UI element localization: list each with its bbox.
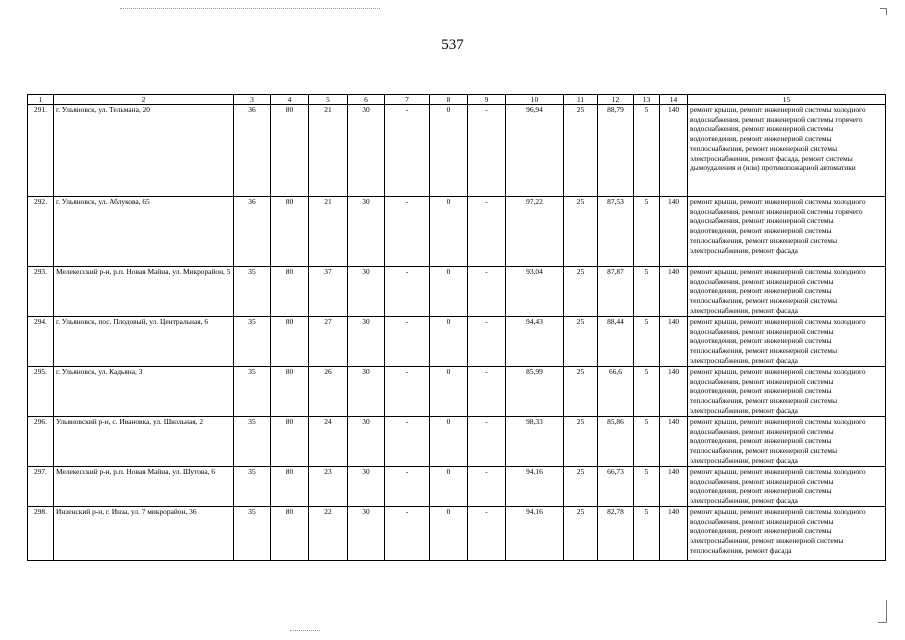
cell-col-7: -: [385, 267, 430, 317]
cell-col-13: 5: [634, 507, 660, 561]
table-row: [28, 417, 886, 467]
cell-col-9: -: [468, 367, 506, 417]
cell-col-7: -: [385, 507, 430, 561]
table-row: [28, 467, 886, 507]
header-cell: 11: [564, 95, 598, 105]
cell-col-12: 87,53: [598, 197, 634, 267]
cell-col-13: 5: [634, 197, 660, 267]
cell-col-5: 37: [309, 267, 348, 317]
address-cell: Инзенский р-н, г. Инза, ул. 7 микрорайон, 36: [54, 507, 234, 561]
cell-col-3: 35: [234, 507, 271, 561]
cell-col-4: 80: [271, 197, 309, 267]
header-cell: 4: [271, 95, 309, 105]
cell-col-3: 35: [234, 367, 271, 417]
cell-col-13: 5: [634, 317, 660, 367]
cell-col-3: 35: [234, 417, 271, 467]
works-list-cell: ремонт крыши, ремонт инженерной системы холодного водоснабжения, ремонт инженерной системы водоотведения, ремонт инженерной системы теплоснабжения, ремонт инженерной системы электроснабжения, ремонт фасада: [688, 267, 886, 317]
cell-col-13: 5: [634, 105, 660, 197]
works-list-cell: ремонт крыши, ремонт инженерной системы холодного водоснабжения, ремонт инженерной системы водоотведения, ремонт инженерной системы теплоснабжения, ремонт инженерной системы электроснабжения, ремонт фасада: [688, 317, 886, 367]
header-cell: 8: [430, 95, 468, 105]
cell-col-6: 30: [348, 317, 385, 367]
cell-col-5: 27: [309, 317, 348, 367]
cell-col-13: 5: [634, 367, 660, 417]
cell-col-7: -: [385, 197, 430, 267]
address-cell: Мелекесский р-н, р.п. Новая Майна, ул. Шутова, 6: [54, 467, 234, 507]
cell-col-6: 30: [348, 367, 385, 417]
page-number: 537: [441, 37, 464, 53]
cell-col-10: 94,16: [506, 467, 564, 507]
header-cell: 7: [385, 95, 430, 105]
cell-col-5: 26: [309, 367, 348, 417]
header-cell: 2: [54, 95, 234, 105]
cell-col-9: -: [468, 417, 506, 467]
cell-col-6: 30: [348, 197, 385, 267]
header-cell: 5: [309, 95, 348, 105]
table-row: [28, 105, 886, 197]
cell-col-8: 0: [430, 197, 468, 267]
header-cell: 13: [634, 95, 660, 105]
cell-col-10: 98,33: [506, 417, 564, 467]
cell-col-10: 85,99: [506, 367, 564, 417]
cell-col-6: 30: [348, 105, 385, 197]
works-list-cell: ремонт крыши, ремонт инженерной системы холодного водоснабжения, ремонт инженерной системы водоотведения, ремонт инженерной системы теплоснабжения, ремонт инженерной системы электроснабжения, ремонт фасада: [688, 417, 886, 467]
cell-col-9: -: [468, 267, 506, 317]
cell-col-13: 5: [634, 417, 660, 467]
address-cell: Ульяновский р-н, с. Ивановка, ул. Школьная, 2: [54, 417, 234, 467]
cell-col-14: 140: [660, 197, 688, 267]
scan-corner-mark-bottom-right: [878, 600, 887, 623]
cell-col-14: 140: [660, 367, 688, 417]
cell-col-10: 97,22: [506, 197, 564, 267]
cell-col-5: 21: [309, 105, 348, 197]
cell-col-12: 87,87: [598, 267, 634, 317]
header-row: [28, 95, 886, 105]
address-cell: г. Ульяновск, пос. Плодовый, ул. Центральная, 6: [54, 317, 234, 367]
cell-col-8: 0: [430, 317, 468, 367]
cell-col-12: 88,79: [598, 105, 634, 197]
row-number: 297.: [28, 467, 54, 507]
cell-col-4: 80: [271, 105, 309, 197]
cell-col-14: 140: [660, 105, 688, 197]
cell-col-11: 25: [564, 417, 598, 467]
scan-corner-mark-top-right: [880, 8, 887, 15]
row-number: 296.: [28, 417, 54, 467]
cell-col-3: 35: [234, 267, 271, 317]
cell-col-8: 0: [430, 267, 468, 317]
cell-col-3: 36: [234, 105, 271, 197]
header-cell: 9: [468, 95, 506, 105]
cell-col-10: 96,94: [506, 105, 564, 197]
cell-col-3: 36: [234, 197, 271, 267]
cell-col-5: 24: [309, 417, 348, 467]
row-number: 298.: [28, 507, 54, 561]
cell-col-8: 0: [430, 507, 468, 561]
cell-col-9: -: [468, 105, 506, 197]
cell-col-5: 22: [309, 507, 348, 561]
header-cell: 14: [660, 95, 688, 105]
address-cell: г. Ульяновск, ул. Кадьяна, 3: [54, 367, 234, 417]
address-cell: г. Ульяновск, ул. Аблукова, 65: [54, 197, 234, 267]
cell-col-11: 25: [564, 105, 598, 197]
cell-col-12: 88,44: [598, 317, 634, 367]
cell-col-6: 30: [348, 267, 385, 317]
cell-col-4: 80: [271, 467, 309, 507]
table-row: [28, 367, 886, 417]
cell-col-9: -: [468, 467, 506, 507]
cell-col-4: 80: [271, 317, 309, 367]
cell-col-7: -: [385, 417, 430, 467]
cell-col-11: 25: [564, 467, 598, 507]
cell-col-4: 80: [271, 267, 309, 317]
row-number: 293.: [28, 267, 54, 317]
header-cell: 15: [688, 95, 886, 105]
cell-col-13: 5: [634, 267, 660, 317]
repair-schedule-table: [27, 94, 886, 561]
cell-col-5: 21: [309, 197, 348, 267]
works-list-cell: ремонт крыши, ремонт инженерной системы холодного водоснабжения, ремонт инженерной системы водоотведения, ремонт инженерной системы теплоснабжения, ремонт инженерной системы электроснабжения, ремонт фасада: [688, 367, 886, 417]
cell-col-10: 94,16: [506, 507, 564, 561]
cell-col-6: 30: [348, 417, 385, 467]
works-list-cell: ремонт крыши, ремонт инженерной системы холодного водоснабжения, ремонт инженерной системы водоотведения, ремонт инженерной системы электроснабжения, ремонт фасада: [688, 467, 886, 507]
cell-col-6: 30: [348, 507, 385, 561]
cell-col-11: 25: [564, 317, 598, 367]
cell-col-14: 140: [660, 417, 688, 467]
works-list-cell: ремонт крыши, ремонт инженерной системы холодного водоснабжения, ремонт инженерной системы горячего водоснабжения, ремонт инженерной системы водоотведения, ремонт инженерной системы теплоснабжения, ремонт инженерной системы электроснабжения, ремонт фасада: [688, 197, 886, 267]
cell-col-6: 30: [348, 467, 385, 507]
works-list-cell: ремонт крыши, ремонт инженерной системы холодного водоснабжения, ремонт инженерной системы горячего водоснабжения, ремонт инженерной системы водоотведения, ремонт инженерной системы теплоснабжения, ремонт инженерной системы электроснабжения, ремонт фасада, ремонт системы дымоудаления и (или) противопожарной автоматики: [688, 105, 886, 197]
header-cell: 1: [28, 95, 54, 105]
cell-col-8: 0: [430, 417, 468, 467]
cell-col-3: 35: [234, 317, 271, 367]
cell-col-11: 25: [564, 267, 598, 317]
row-number: 295.: [28, 367, 54, 417]
cell-col-14: 140: [660, 267, 688, 317]
cell-col-14: 140: [660, 507, 688, 561]
cell-col-7: -: [385, 317, 430, 367]
cell-col-12: 66,73: [598, 467, 634, 507]
cell-col-7: -: [385, 467, 430, 507]
cell-col-11: 25: [564, 507, 598, 561]
table-row: [28, 197, 886, 267]
cell-col-11: 25: [564, 367, 598, 417]
row-number: 291.: [28, 105, 54, 197]
cell-col-12: 82,78: [598, 507, 634, 561]
cell-col-12: 85,86: [598, 417, 634, 467]
cell-col-10: 94,43: [506, 317, 564, 367]
cell-col-4: 80: [271, 507, 309, 561]
table-row: [28, 507, 886, 561]
cell-col-7: -: [385, 367, 430, 417]
row-number: 292.: [28, 197, 54, 267]
row-number: 294.: [28, 317, 54, 367]
table-row: [28, 317, 886, 367]
scan-dotted-line-top: [120, 8, 380, 9]
cell-col-9: -: [468, 197, 506, 267]
cell-col-14: 140: [660, 317, 688, 367]
cell-col-10: 93,04: [506, 267, 564, 317]
cell-col-8: 0: [430, 105, 468, 197]
cell-col-8: 0: [430, 467, 468, 507]
cell-col-7: -: [385, 105, 430, 197]
cell-col-12: 66,6: [598, 367, 634, 417]
cell-col-8: 0: [430, 367, 468, 417]
cell-col-9: -: [468, 317, 506, 367]
cell-col-14: 140: [660, 467, 688, 507]
header-cell: 6: [348, 95, 385, 105]
cell-col-13: 5: [634, 467, 660, 507]
scan-dotted-line-bottom: [290, 630, 320, 631]
cell-col-11: 25: [564, 197, 598, 267]
cell-col-9: -: [468, 507, 506, 561]
header-cell: 10: [506, 95, 564, 105]
cell-col-3: 35: [234, 467, 271, 507]
cell-col-4: 80: [271, 367, 309, 417]
table-row: [28, 267, 886, 317]
address-cell: Мелекесский р-н, р.п. Новая Майна, ул. Микрорайон, 5: [54, 267, 234, 317]
works-list-cell: ремонт крыши, ремонт инженерной системы холодного водоснабжения, ремонт инженерной системы водоотведения, ремонт инженерной системы электроснабжения, ремонт инженерной системы теплоснабжения, ремонт фасада: [688, 507, 886, 561]
header-cell: 12: [598, 95, 634, 105]
header-cell: 3: [234, 95, 271, 105]
cell-col-4: 80: [271, 417, 309, 467]
cell-col-5: 23: [309, 467, 348, 507]
address-cell: г. Ульяновск, ул. Тельмана, 20: [54, 105, 234, 197]
